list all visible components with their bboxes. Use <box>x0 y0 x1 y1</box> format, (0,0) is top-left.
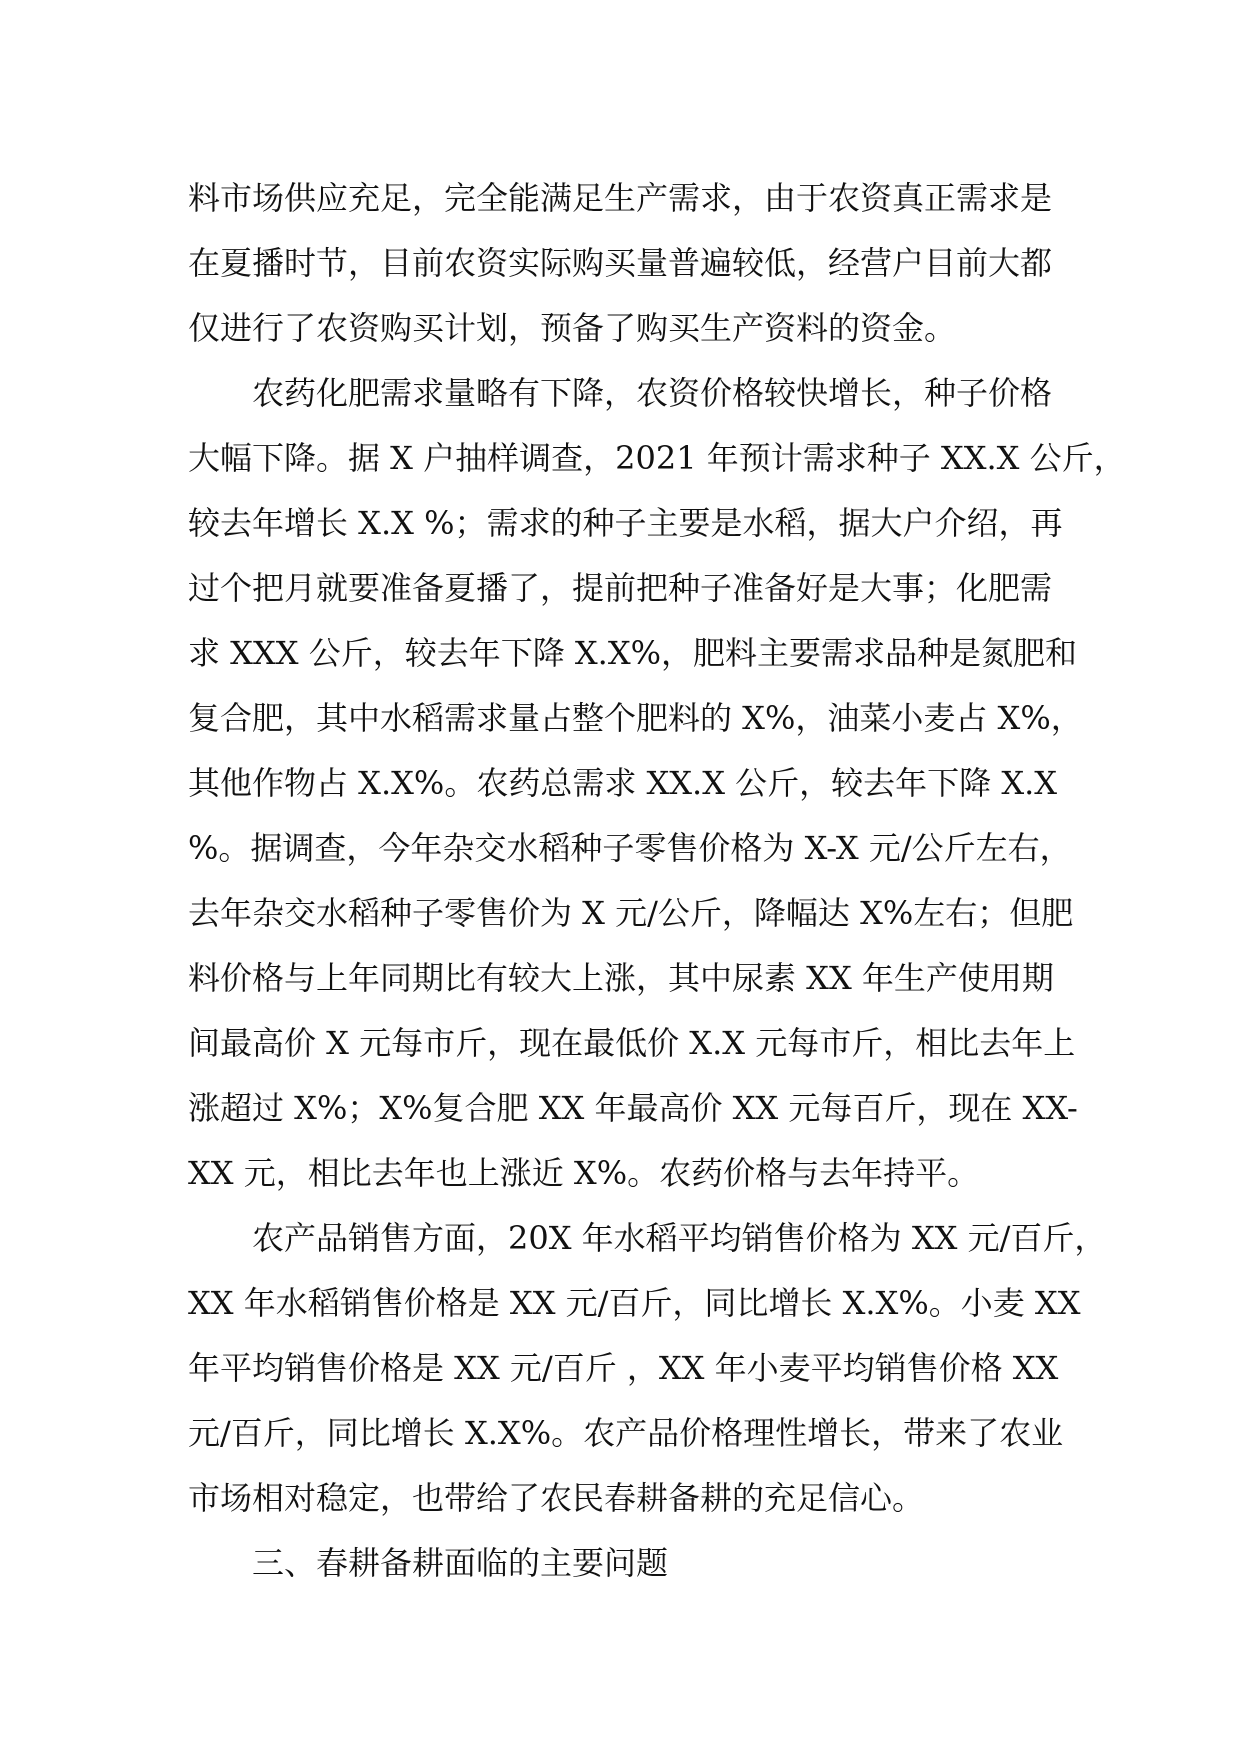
text-line-20: 元/百斤，同比增长 X.X%。农产品价格理性增长，带来了农业 <box>188 1414 1064 1452</box>
text-line-3: 仅进行了农资购买计划，预备了购买生产资料的资金。 <box>188 309 957 347</box>
text-line-9: 复合肥，其中水稻需求量占整个肥料的 X%，油菜小麦占 X%， <box>188 699 1083 737</box>
text-line-12: 去年杂交水稻种子零售价为 X 元/公斤，降幅达 X%左右；但肥 <box>188 894 1074 932</box>
text-line-1: 料市场供应充足，完全能满足生产需求，由于农资真正需求是 <box>188 179 1053 217</box>
section-heading: 三、春耕备耕面临的主要问题 <box>252 1544 669 1582</box>
text-line-13: 料价格与上年同期比有较大上涨，其中尿素 XX 年生产使用期 <box>188 959 1054 997</box>
text-line-11: %。据调查，今年杂交水稻种子零售价格为 X-X 元/公斤左右， <box>188 829 1072 867</box>
text-line-19: 年平均销售价格是 XX 元/百斤 ，XX 年小麦平均销售价格 XX <box>188 1349 1059 1387</box>
document-body <box>188 166 1126 1596</box>
text-line-14: 间最高价 X 元每市斤，现在最低价 X.X 元每市斤，相比去年上 <box>188 1024 1076 1062</box>
paragraph-start-line-4: 农药化肥需求量略有下降，农资价格较快增长，种子价格 <box>252 374 1053 412</box>
text-line-7: 过个把月就要准备夏播了，提前把种子准备好是大事；化肥需 <box>188 569 1053 607</box>
text-line-5: 大幅下降。据 X 户抽样调查，2021 年预计需求种子 XX.X 公斤， <box>188 439 1126 477</box>
text-line-10: 其他作物占 X.X%。农药总需求 XX.X 公斤，较去年下降 X.X <box>188 764 1058 802</box>
text-line-21: 市场相对稳定，也带给了农民春耕备耕的充足信心。 <box>188 1479 925 1517</box>
text-line-8: 求 XXX 公斤，较去年下降 X.X%，肥料主要需求品种是氮肥和 <box>188 634 1078 672</box>
text-line-6: 较去年增长 X.X %；需求的种子主要是水稻，据大户介绍，再 <box>188 504 1063 542</box>
text-line-15: 涨超过 X%；X%复合肥 XX 年最高价 XX 元每百斤，现在 XX- <box>188 1089 1078 1127</box>
text-line-18: XX 年水稻销售价格是 XX 元/百斤，同比增长 X.X%。小麦 XX <box>188 1284 1081 1322</box>
text-line-2: 在夏播时节，目前农资实际购买量普遍较低，经营户目前大都 <box>188 244 1053 282</box>
text-line-16: XX 元，相比去年也上涨近 X%。农药价格与去年持平。 <box>188 1154 980 1192</box>
paragraph-start-line-17: 农产品销售方面，20X 年水稻平均销售价格为 XX 元/百斤， <box>252 1219 1107 1257</box>
